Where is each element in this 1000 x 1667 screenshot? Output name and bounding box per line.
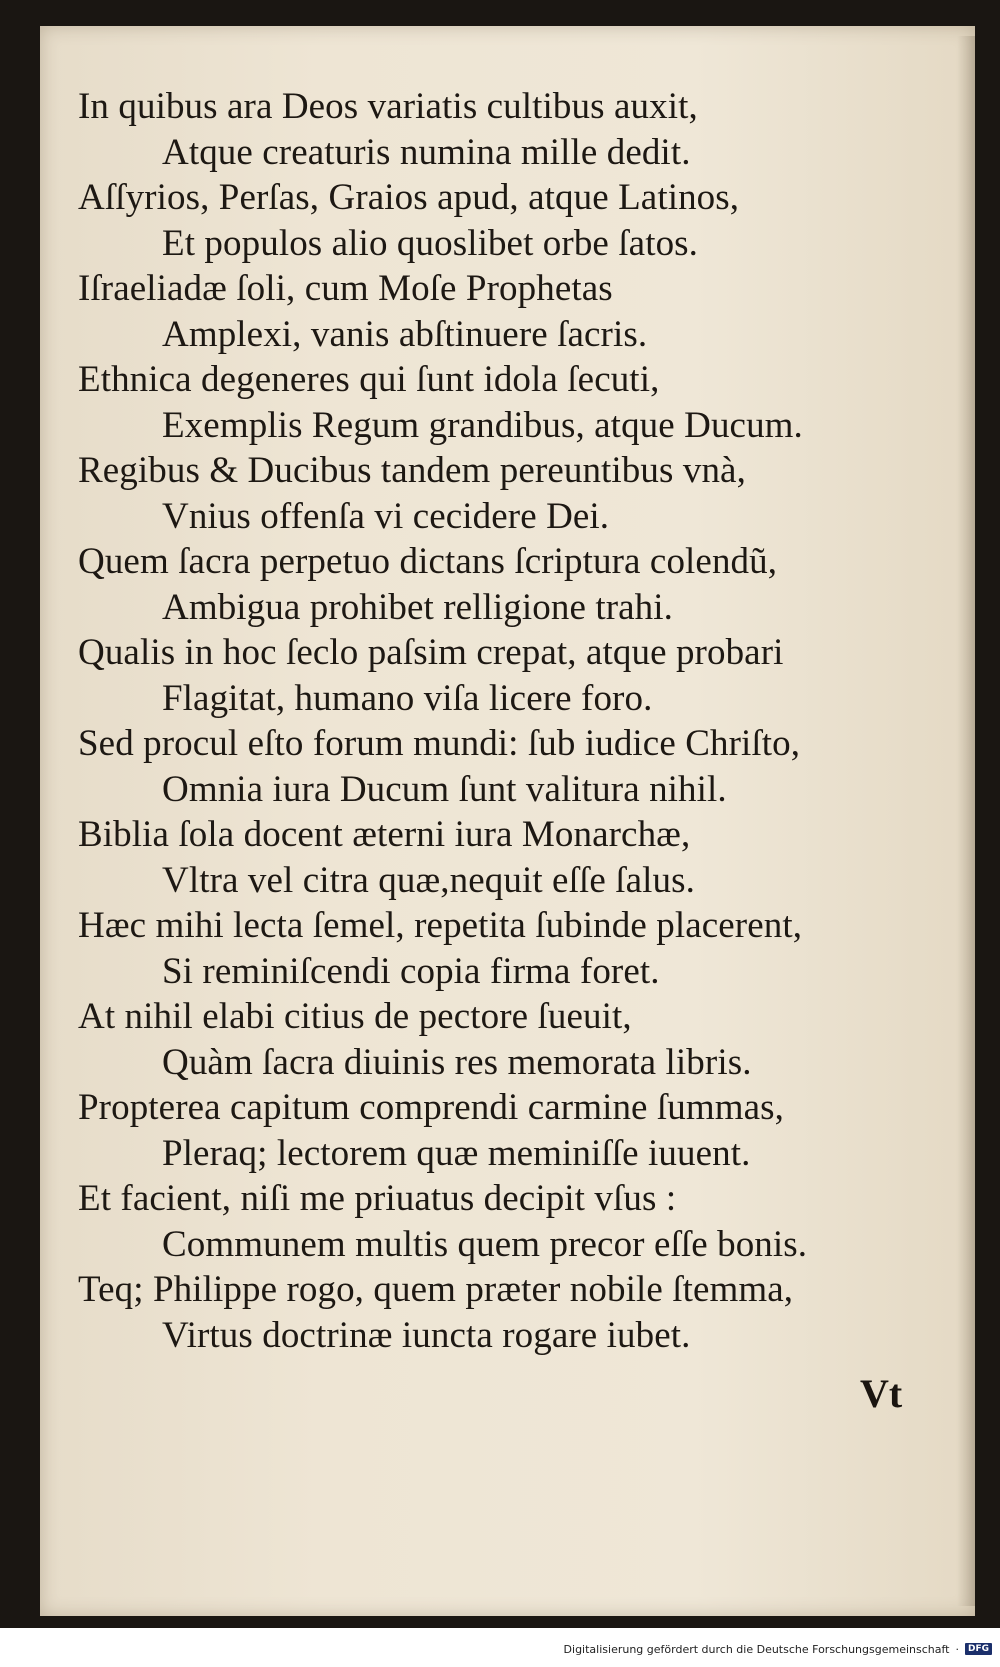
verse-line: Virtus doctrinæ iuncta rogare iubet.	[162, 1314, 691, 1356]
verse-line: Et facient, niſi me priuatus decipit vſus :	[78, 1178, 677, 1219]
verse-line: Biblia ſola docent æterni iura Monarchæ,	[78, 814, 691, 855]
verse-line: Regibus & Ducibus tandem pereuntibus vnà,	[78, 450, 746, 491]
dfg-logo: DFG	[965, 1643, 992, 1655]
verse-line: Sed procul eſto forum mundi: ſub iudice Chriſto,	[78, 723, 801, 764]
verse-line: Qualis in hoc ſeclo paſsim crepat, atque probari	[78, 632, 784, 673]
credit-separator: ·	[955, 1642, 959, 1656]
verse-line: Hæc mihi lecta ſemel, repetita ſubinde placerent,	[78, 905, 803, 946]
verse-line: Quem ſacra perpetuo dictans ſcriptura colendũ,	[78, 541, 778, 582]
verse-line: Pleraq; lectorem quæ meminiſſe iuuent.	[162, 1132, 751, 1174]
catchword: Vt	[860, 1371, 903, 1416]
verse-line: Ambigua prohibet relligione trahi.	[162, 586, 673, 628]
verse-line: Quàm ſacra diuinis res memorata libris.	[162, 1041, 752, 1083]
credit-text: Digitalisierung gefördert durch die Deutsche Forschungsgemeinschaft	[563, 1642, 950, 1656]
verse-line: Flagitat, humano viſa licere foro.	[162, 677, 653, 719]
verse-line: Teq; Philippe rogo, quem præter nobile ſtemma,	[78, 1269, 794, 1310]
page-edge-shadow	[957, 36, 975, 1606]
verse-line: Vnius offenſa vi cecidere Dei.	[162, 495, 610, 537]
digitization-credit	[564, 1634, 992, 1664]
verse-line: Amplexi, vanis abſtinuere ſacris.	[162, 313, 648, 355]
verse-line: Atque creaturis numina mille dedit.	[162, 131, 691, 173]
verse-line: Ethnica degeneres qui ſunt idola ſecuti,	[78, 359, 660, 400]
verse-line: Et populos alio quoslibet orbe ſatos.	[162, 222, 699, 264]
verse-line: Exemplis Regum grandibus, atque Ducum.	[162, 404, 803, 446]
verse-line: Omnia iura Ducum ſunt valitura nihil.	[162, 768, 727, 810]
verse-line: In quibus ara Deos variatis cultibus auxit,	[78, 86, 698, 127]
verse-line: Si reminiſcendi copia firma foret.	[162, 950, 660, 992]
poem-text-block	[78, 84, 938, 1358]
verse-line: Propterea capitum comprendi carmine ſummas,	[78, 1087, 785, 1128]
verse-line: Aſſyrios, Perſas, Graios apud, atque Latinos,	[78, 177, 740, 218]
verse-line: Vltra vel citra quæ,nequit eſſe ſalus.	[162, 859, 695, 901]
verse-line: At nihil elabi citius de pectore ſueuit,	[78, 996, 632, 1037]
verse-line: Communem multis quem precor eſſe bonis.	[162, 1223, 808, 1265]
verse-line: Iſraeliadæ ſoli, cum Moſe Prophetas	[78, 268, 613, 309]
